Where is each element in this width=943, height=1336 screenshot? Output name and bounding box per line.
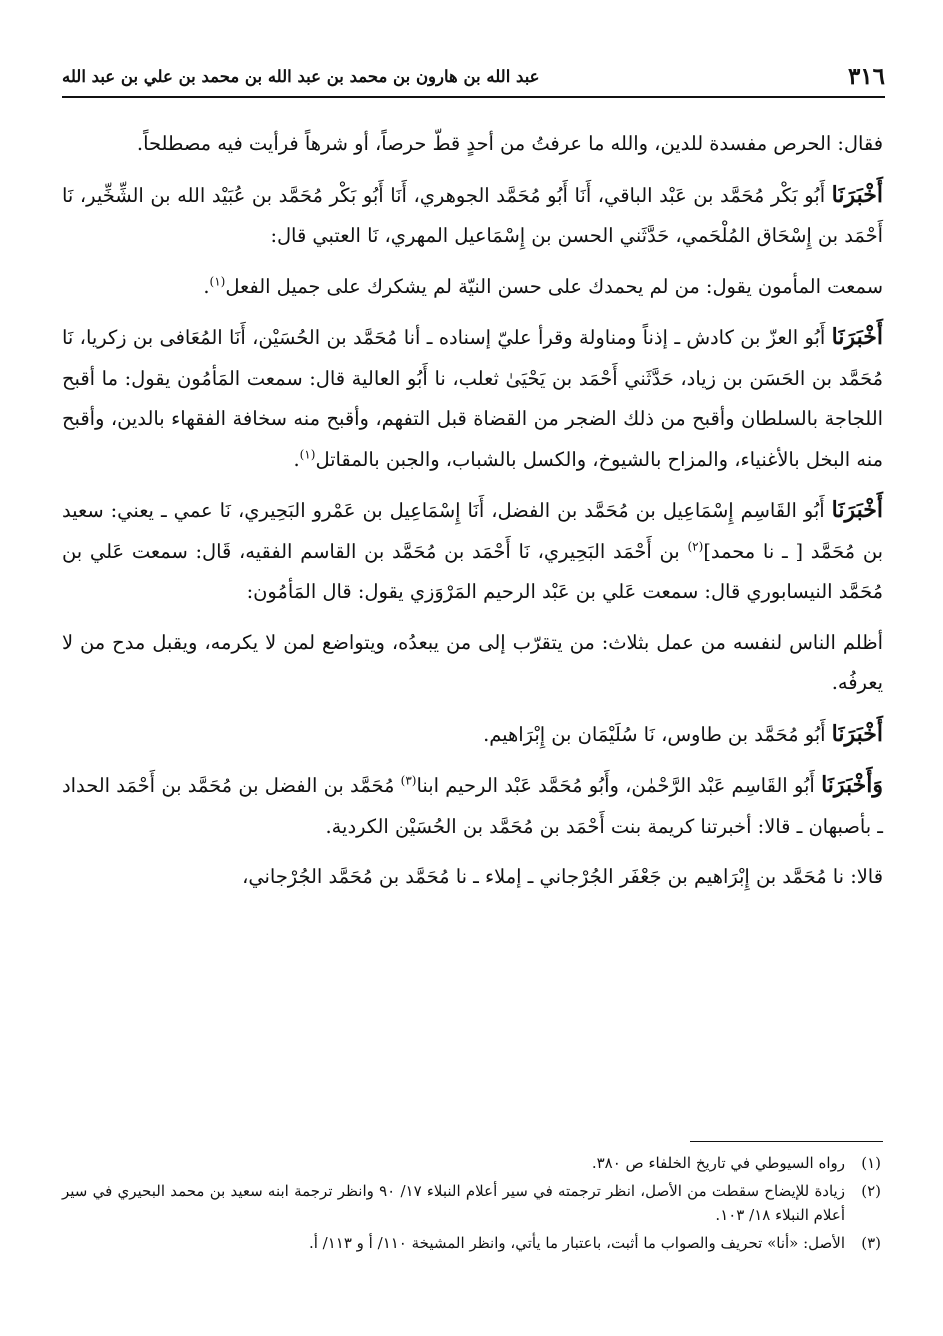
text-run: . <box>293 447 300 471</box>
text-run: . <box>203 274 210 298</box>
text-run: أَبُو مُحَمَّد بن طاوس، نَا سُلَيْمَان بن إِبْرَاهيم. <box>483 722 832 746</box>
header-rule <box>62 96 885 98</box>
paragraph <box>62 175 883 257</box>
footnotes <box>62 1151 881 1255</box>
text-run: قالا: نا مُحَمَّد بن إِبْرَاهيم بن جَعْفَر الجُرْجاني ـ إملاء ـ نا مُحَمَّد بن مُحَمَّد الجُرْجاني، <box>242 865 883 888</box>
paragraph <box>62 267 883 308</box>
paragraph <box>62 623 883 704</box>
paragraph <box>62 857 883 898</box>
paragraph <box>62 714 883 756</box>
footnote-ref: (٣) <box>400 773 417 788</box>
footnote-text: رواه السيوطي في تاريخ الخلفاء ص ٣٨٠. <box>591 1154 845 1172</box>
text-run: أَبُو القَاسِم إِسْمَاعِيل بن مُحَمَّد بن الفضل، أَنَا إِسْمَاعِيل بن عَمْرو البَحِيري، نَا عمي ـ يعني: سعيد بن مُحَمَّد [ ـ نا محمد] <box>62 499 883 563</box>
footnote-ref: (١) <box>209 274 226 289</box>
main-text <box>62 124 883 898</box>
isnad-opener: أَخْبَرَنَا <box>831 324 883 350</box>
text-run: أَبُو العزّ بن كادش ـ إذناً ومناولة وقرأ عليّ إسناده ـ أنا مُحَمَّد بن الحُسَيْن، أَنَا المُعَافى بن زكريا، نَا مُحَمَّد بن الحَسَن بن زياد، حَدَّثَني أَحْمَد بن يَحْيَىٰ ثعلب، نا أَبُو العالية قال: سمعت المَأمُون يقول: ما أقبح اللجاجة بالسلطان وأقبح من ذلك الضجر من القضاة قبل التفهم، وأقبح منه سخافة الفقهاء بالدين، وأقبح منه البخل بالأغنياء، والمزاح بالشيوخ، والكسل بالشباب، والجبن بالمقاتل <box>62 326 883 471</box>
paragraph <box>62 490 883 613</box>
text-run: أظلم الناس لنفسه من عمل بثلاث: من يتقرّب إلى من يبعدُه، ويتواضع لمن لا يكرمه، ويقبل مدح من لا يعرفُه. <box>62 630 883 694</box>
text-run: مُحَمَّد بن الفضل بن مُحَمَّد بن أَحْمَد الحداد ـ بأصبهان ـ قالا: أخبرتنا كريمة بنت أَحْمَد بن مُحَمَّد بن الحُسَيْن الكردية. <box>62 774 883 838</box>
page-number: ٣١٦ <box>847 63 885 90</box>
footnote-rule <box>690 1141 883 1142</box>
running-title: عبد الله بن هارون بن محمد بن عبد الله بن محمد بن علي بن عبد الله <box>62 67 540 86</box>
paragraph <box>62 317 883 480</box>
text-run: فقال: الحرص مفسدة للدين، والله ما عرفتُ من أحدٍ قطّ حرصاً، أو شرهاً فرأيت فيه مصطلحاً. <box>136 132 883 155</box>
isnad-opener: وَأَخْبَرَنَا <box>821 772 884 798</box>
text-run: أَبُو بَكْر مُحَمَّد بن عَبْد الباقي، أَنَا أَبُو مُحَمَّد الجوهري، أَنَا أَبُو بَكْر مُحَمَّد بن عُبَيْد الله بن الشِّخِّير، نَا أَحْمَد بن إِسْحَاق المُلْحَمي، حَدَّثَني الحسن بن إِسْمَاعيل المهري، نَا العتبي قال: <box>62 183 883 247</box>
footnote <box>62 1179 881 1227</box>
isnad-opener: أَخْبَرَنَا <box>831 720 883 747</box>
footnote-text: زيادة للإيضاح سقطت من الأصل، انظر ترجمته في سير أعلام النبلاء ١٧/ ٩٠ وانظر ترجمة ابنه سعيد بن محمد البحيري في سير أعلام النبلاء ١٨/ ١٠٣. <box>62 1182 845 1224</box>
page-header <box>62 58 885 92</box>
footnote-number: (١) <box>861 1154 881 1172</box>
text-run: أَبُو القَاسِم عَبْد الرَّحْمٰن، وأَبُو مُحَمَّد عَبْد الرحيم ابنا <box>416 774 822 797</box>
text-run: بن أَحْمَد البَحِيري، نَا أَحْمَد بن مُحَمَّد بن القاسم الفقيه، قَال: سمعت عَلي بن مُحَمَّد النيسابوري قال: سمعت عَلي بن عَبْد الرحيم المَرْوَزي يقول: قال المَأمُون: <box>62 539 883 603</box>
isnad-opener: أَخْبَرَنَا <box>831 497 883 523</box>
text-run: سمعت المأمون يقول: من لم يحمدك على حسن النيّة لم يشكرك على جميل الفعل <box>225 274 883 298</box>
paragraph <box>62 765 883 847</box>
footnote-ref: (١) <box>299 447 316 462</box>
footnote-text: الأصل: «أنا» تحريف والصواب ما أثبت، باعتبار ما يأتي، وانظر المشيخة ١١٠/ أ و ١١٣/ أ. <box>308 1234 845 1252</box>
footnote <box>62 1151 881 1175</box>
paragraph <box>62 124 883 165</box>
isnad-opener: أَخْبَرَنَا <box>831 181 883 208</box>
footnote-number: (٢) <box>861 1182 881 1200</box>
footnote <box>62 1231 881 1255</box>
footnote-number: (٣) <box>861 1234 881 1252</box>
footnote-ref: (٢) <box>687 539 704 554</box>
